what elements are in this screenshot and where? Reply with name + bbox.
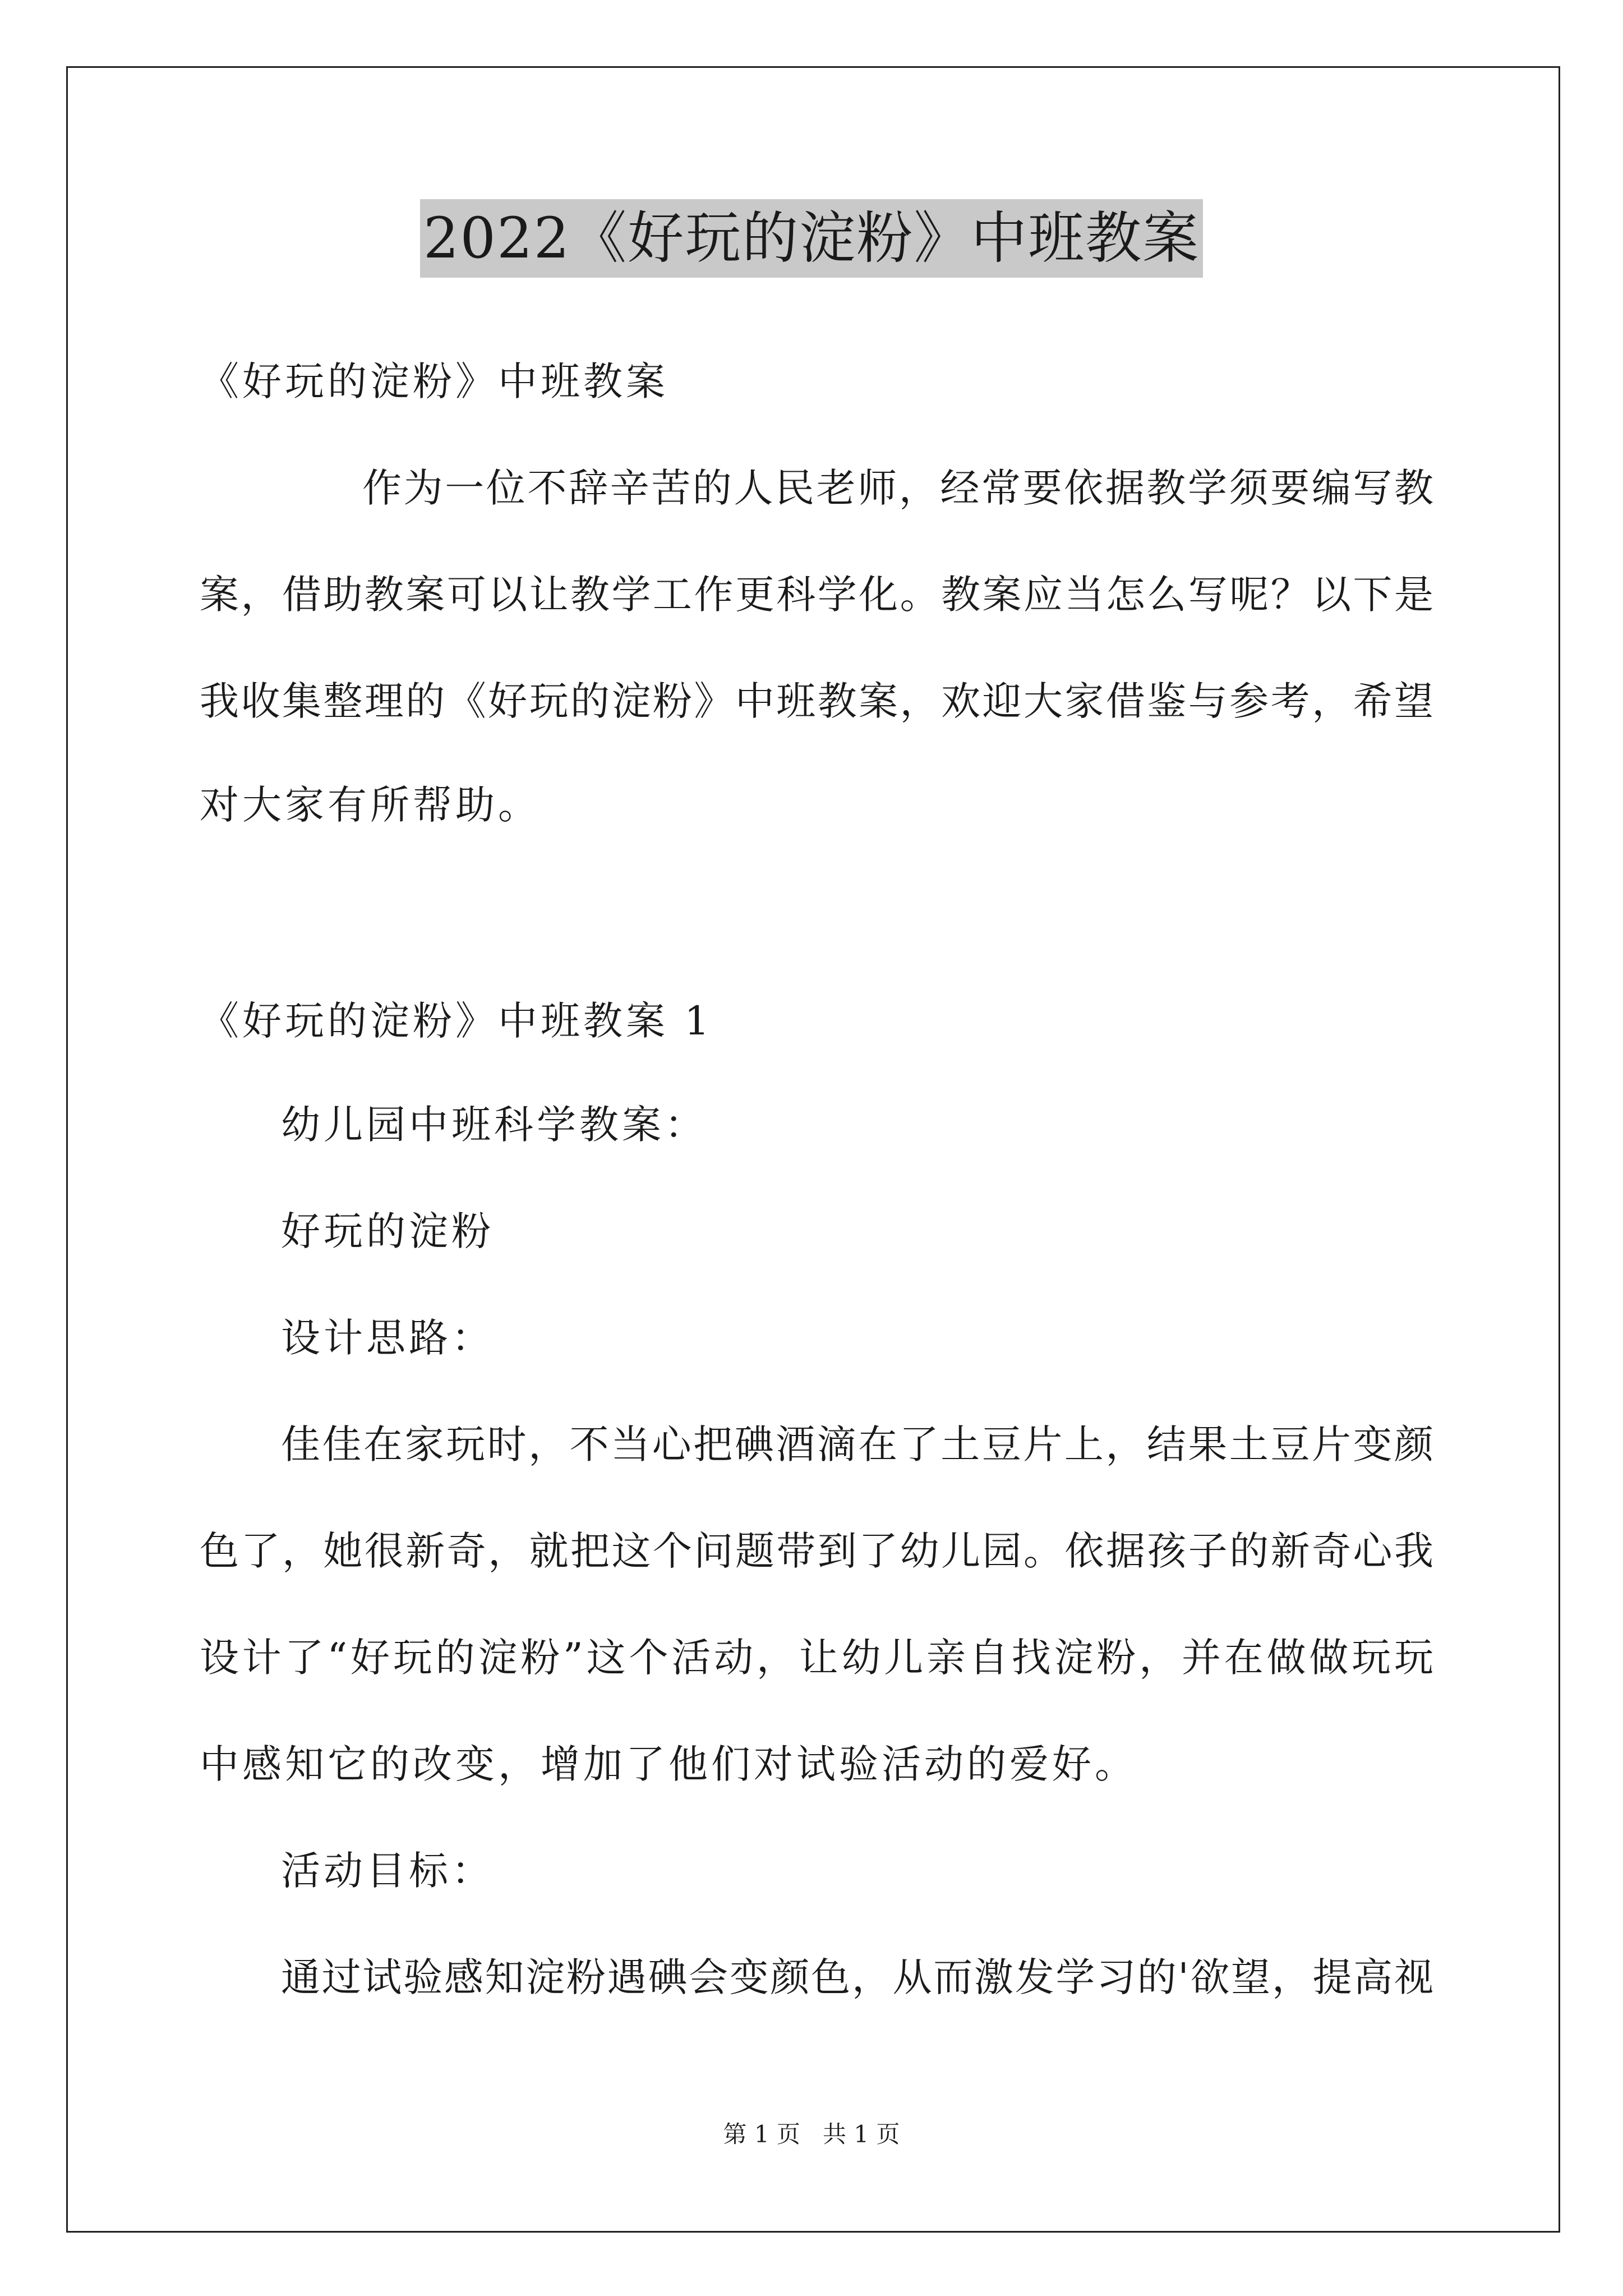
lesson-name: 好玩的淀粉	[281, 1208, 494, 1254]
title-container	[0, 199, 1623, 278]
lesson-category: 幼儿园中班科学教案：	[281, 1102, 707, 1148]
goal-label: 活动目标：	[281, 1848, 494, 1894]
design-line-4: 中感知它的改变，增加了他们对试验活动的爱好。	[200, 1741, 1137, 1787]
design-line-3: 设计了“好玩的淀粉”这个活动，让幼儿亲自找淀粉，并在做做玩玩	[200, 1635, 1433, 1681]
design-line-2: 色了，她很新奇，就把这个问题带到了幼儿园。依据孩子的新奇心我	[200, 1528, 1433, 1574]
goal-line-1: 通过试验感知淀粉遇碘会变颜色，从而激发学习的'欲望，提高视	[281, 1954, 1433, 2000]
page-number-footer: 第 1 页 共 1 页	[723, 2120, 900, 2148]
design-label: 设计思路：	[281, 1315, 494, 1361]
intro-line-2: 案，借助教案可以让教学工作更科学化。教案应当怎么写呢？以下是	[200, 572, 1433, 618]
design-line-1: 佳佳在家玩时，不当心把碘酒滴在了土豆片上，结果土豆片变颜	[281, 1421, 1433, 1467]
intro-line-3: 我收集整理的《好玩的淀粉》中班教案，欢迎大家借鉴与参考，希望	[200, 678, 1433, 724]
document-title: 2022《好玩的淀粉》中班教案	[420, 199, 1204, 278]
section-heading: 《好玩的淀粉》中班教案 1	[200, 998, 713, 1044]
subtitle: 《好玩的淀粉》中班教案	[200, 358, 668, 404]
intro-line-4: 对大家有所帮助。	[200, 782, 541, 828]
intro-line-1: 作为一位不辞辛苦的人民老师，经常要依据教学须要编写教	[362, 465, 1433, 511]
